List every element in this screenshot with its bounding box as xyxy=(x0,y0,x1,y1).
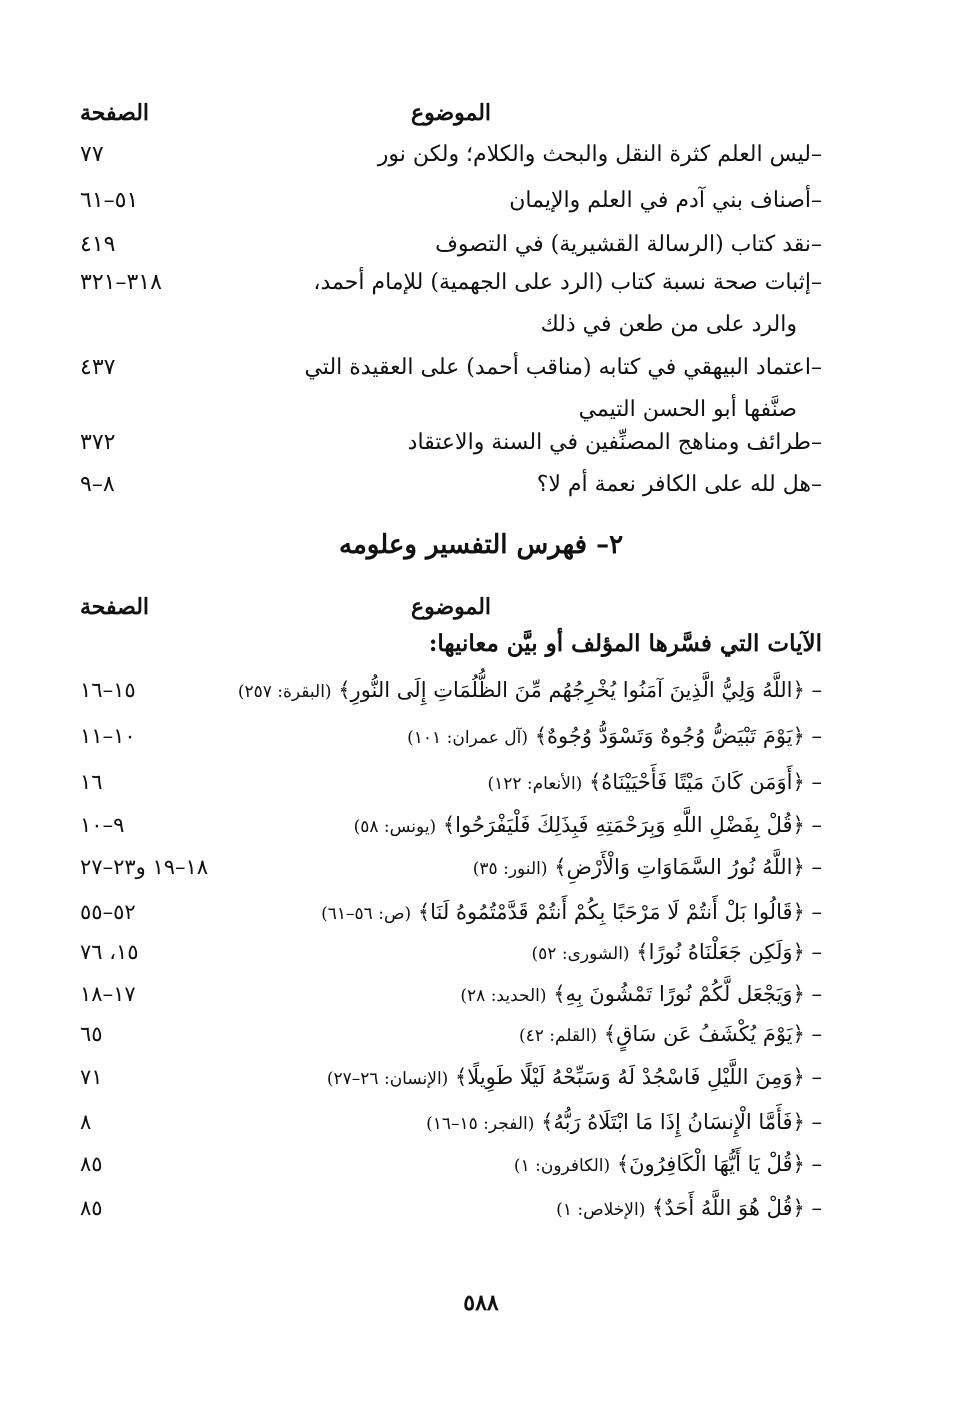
ayah-text: – ﴿اللَّهُ وَلِيُّ الَّذِينَ آمَنُوا يُخْرِجُهُم مِّنَ الظُّلُمَاتِ إِلَى النُّورِ﴾ xyxy=(338,678,822,702)
entry-page: ٦٥ xyxy=(80,1022,103,1046)
page-column-header: الصفحة xyxy=(80,100,150,126)
entry-text: –أصناف بني آدم في العلم والإيمان xyxy=(509,188,822,213)
section-title: ٢– فهرس التفسير وعلومه xyxy=(338,530,624,560)
ayah-ref: (الشورى: ٥٢) xyxy=(531,944,630,964)
entry-text: –نقد كتاب (الرسالة القشيرية) في التصوف xyxy=(435,232,822,257)
entry-page: ٤٣٧ xyxy=(80,355,116,380)
entry-text: –هل لله على الكافر نعمة أم لا؟ xyxy=(536,472,822,497)
ayah-ref: (آل عمران: ١٠١) xyxy=(407,728,529,748)
ayah-text: – ﴿وَيَجْعَل لَّكُمْ نُورًا تَمْشُونَ بِهِ﴾ xyxy=(553,982,822,1006)
entry-continuation: والرد على من طعن في ذلك xyxy=(540,312,797,337)
ayah-text: – ﴿قَالُوا بَلْ أَنتُمْ لَا مَرْحَبًا بِكُمْ أَنتُمْ قَدَّمْتُمُوهُ لَنَا﴾ xyxy=(417,900,822,924)
ayah-text: – ﴿فَأَمَّا الْإِنسَانُ إِذَا مَا ابْتَلَاهُ رَبُّهُ﴾ xyxy=(541,1110,822,1134)
ayah-ref: (الإنسان: ٢٦–٢٧) xyxy=(326,1069,449,1089)
ayah-text: – ﴿وَمِنَ اللَّيْلِ فَاسْجُدْ لَهُ وَسَبِّحْهُ لَيْلًا طَوِيلًا﴾ xyxy=(455,1065,822,1089)
ayah-ref: (ص: ٥٦–٦١) xyxy=(321,904,412,924)
entry-page: ١٠–١١ xyxy=(80,724,136,748)
ayah-text: – ﴿اللَّهُ نُورُ السَّمَاوَاتِ وَالْأَرْضِ﴾ xyxy=(554,855,822,879)
entry-page: ٤١٩ xyxy=(80,232,116,257)
entry-page: ٥١–٦١ xyxy=(80,188,139,213)
entry-page: ٨٥ xyxy=(80,1152,103,1176)
entry-page: ٥٢–٥٥ xyxy=(80,900,136,924)
entry-page: ١٨–١٩ و٢٣–٢٧ xyxy=(80,855,209,879)
ayah-text: – ﴿قُلْ يَا أَيُّهَا الْكَافِرُونَ﴾ xyxy=(616,1152,822,1176)
entry-page: ٣١٨–٣٢١ xyxy=(80,270,162,295)
ayah-ref: (الإخلاص: ١) xyxy=(556,1200,646,1220)
entry-page: ١٥، ٧٦ xyxy=(80,940,139,964)
ayah-text: – ﴿يَوْمَ تَبْيَضُّ وُجُوهٌ وَتَسْوَدُّ وُجُوهٌ﴾ xyxy=(534,724,822,748)
entry-page: ٣٧٢ xyxy=(80,430,116,455)
entry-page: ١٧–١٨ xyxy=(80,982,136,1006)
subject-column-header: الموضوع xyxy=(410,594,492,620)
ayah-text: – ﴿قُلْ هُوَ اللَّهُ أَحَدٌ﴾ xyxy=(652,1196,822,1220)
entry-page: ١٥–١٦ xyxy=(80,678,136,702)
subject-column-header: الموضوع xyxy=(410,100,492,126)
entry-continuation: صنَّفها أبو الحسن التيمي xyxy=(578,397,797,422)
ayah-ref: (يونس: ٥٨) xyxy=(353,817,437,837)
page-column-header: الصفحة xyxy=(80,594,150,620)
entry-page: ٨ xyxy=(80,1110,92,1134)
ayah-ref: (النور: ٣٥) xyxy=(472,859,548,879)
ayah-ref: (الأنعام: ١٢٢) xyxy=(487,774,583,794)
ayah-text: – ﴿قُلْ بِفَضْلِ اللَّهِ وَبِرَحْمَتِهِ فَبِذَلِكَ فَلْيَفْرَحُوا﴾ xyxy=(442,813,822,837)
entry-page: ١٦ xyxy=(80,770,103,794)
entry-text: –اعتماد البيهقي في كتابه (مناقب أحمد) على العقيدة التي xyxy=(304,355,822,380)
section-intro: الآيات التي فسَّرها المؤلف أو بيَّن معانيها: xyxy=(428,630,822,657)
ayah-text: – ﴿يَوْمَ يُكْشَفُ عَن سَاقٍ﴾ xyxy=(603,1022,822,1046)
entry-text: –طرائف ومناهج المصنِّفين في السنة والاعتقاد xyxy=(407,430,822,455)
entry-page: ٧٧ xyxy=(80,142,104,167)
entry-text: –ليس العلم كثرة النقل والبحث والكلام؛ ولكن نور xyxy=(377,142,822,167)
ayah-ref: (البقرة: ٢٥٧) xyxy=(237,682,332,702)
entry-page: ٧١ xyxy=(80,1065,103,1089)
ayah-text: – ﴿وَلَكِن جَعَلْنَاهُ نُورًا﴾ xyxy=(636,940,822,964)
entry-page: ٨٥ xyxy=(80,1196,103,1220)
entry-text: –إثبات صحة نسبة كتاب (الرد على الجهمية) للإمام أحمد، xyxy=(313,270,822,295)
ayah-text: – ﴿أَوَمَن كَانَ مَيْتًا فَأَحْيَيْنَاهُ﴾ xyxy=(589,770,822,794)
ayah-ref: (القلم: ٤٢) xyxy=(518,1026,598,1046)
ayah-ref: (الفجر: ١٥–١٦) xyxy=(426,1114,535,1134)
entry-page: ٨–٩ xyxy=(80,472,115,497)
ayah-ref: (الحديد: ٢٨) xyxy=(460,986,547,1006)
section2-header xyxy=(80,594,822,634)
entry-page: ٩–١٠ xyxy=(80,813,125,837)
ayah-ref: (الكافرون: ١) xyxy=(513,1156,611,1176)
page-number: ٥٨٨ xyxy=(463,1290,499,1316)
